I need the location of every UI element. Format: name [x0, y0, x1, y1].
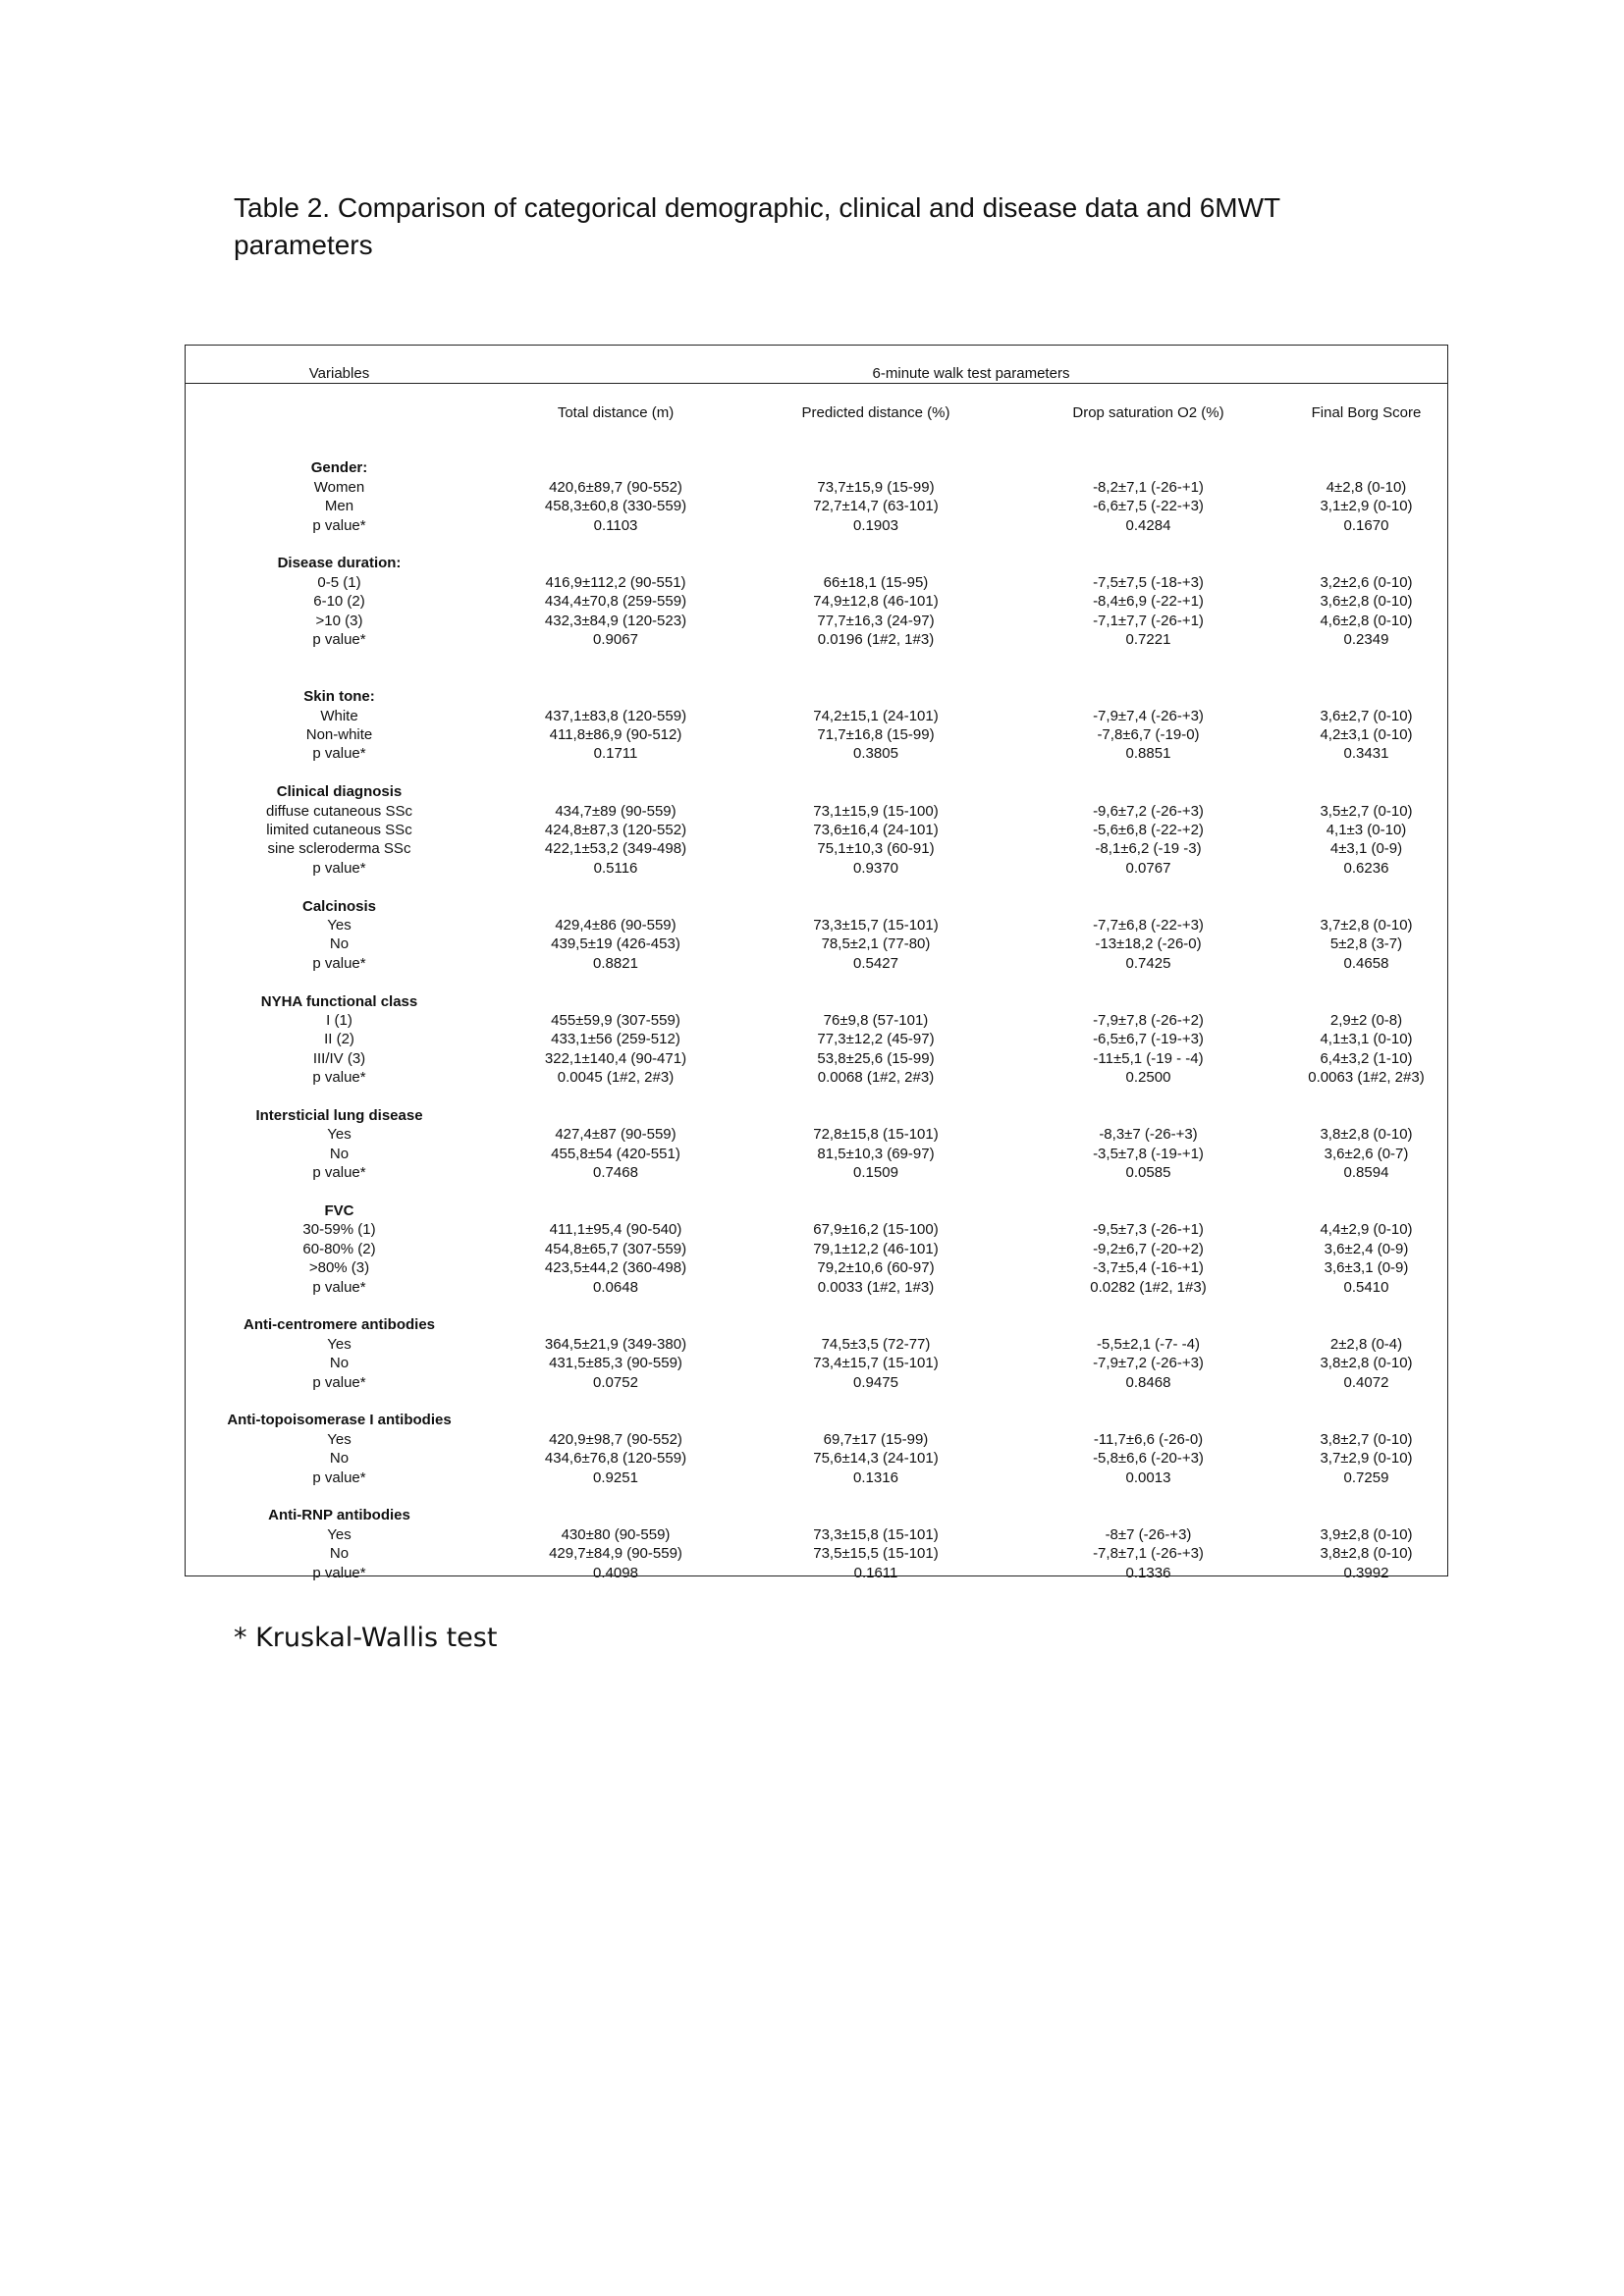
row-label: >80% (3): [308, 1259, 370, 1277]
table-cell: 4,2±3,1 (0-10): [1320, 726, 1413, 743]
table-cell: -7,5±7,5 (-18-+3): [1093, 573, 1204, 591]
table-cell: 75,1±10,3 (60-91): [817, 840, 935, 858]
table-cell: -8,1±6,2 (-19 -3): [1095, 840, 1202, 858]
table-cell: 0.1670: [1343, 516, 1389, 534]
table-cell: 0.8821: [593, 954, 638, 972]
table-cell: 439,5±19 (426-453): [551, 935, 680, 953]
table-cell: 0.3431: [1343, 745, 1389, 763]
table-cell: 0.4072: [1343, 1373, 1389, 1391]
table-cell: 0.4284: [1125, 516, 1171, 534]
table-cell: -9,2±6,7 (-20-+2): [1093, 1240, 1204, 1257]
row-label: 6-10 (2): [313, 593, 365, 611]
table-cell: -8±7 (-26-+3): [1105, 1525, 1192, 1543]
table-cell: 434,6±76,8 (120-559): [544, 1450, 687, 1468]
table-cell: 3,1±2,9 (0-10): [1320, 498, 1413, 515]
table-cell: 424,8±87,3 (120-552): [544, 822, 687, 838]
table-cell: -5,8±6,6 (-20-+3): [1093, 1450, 1204, 1468]
table-cell: 4,4±2,9 (0-10): [1320, 1221, 1413, 1239]
group-title: NYHA functional class: [260, 992, 418, 1010]
table-cell: 0.0196 (1#2, 1#3): [817, 631, 935, 648]
row-label: Yes: [327, 917, 352, 934]
table-cell: 0.7259: [1343, 1468, 1389, 1486]
table-cell: 0.9475: [853, 1373, 898, 1391]
table-cell: 74,5±3,5 (72-77): [821, 1335, 931, 1353]
table-cell: 2±2,8 (0-4): [1329, 1335, 1403, 1353]
table-cell: 0.5410: [1343, 1278, 1389, 1296]
row-label: p value*: [312, 1564, 366, 1581]
table-cell: 78,5±2,1 (77-80): [821, 935, 931, 953]
row-label: p value*: [312, 1373, 366, 1391]
table-cell: 0.0068 (1#2, 2#3): [817, 1069, 935, 1087]
table-cell: 66±18,1 (15-95): [823, 573, 929, 591]
table-cell: 454,8±65,7 (307-559): [544, 1240, 687, 1257]
table-cell: 0.0013: [1125, 1468, 1171, 1486]
table-cell: 72,8±15,8 (15-101): [813, 1126, 939, 1144]
table-cell: 434,7±89 (90-559): [555, 802, 677, 820]
table-cell: 74,2±15,1 (24-101): [813, 707, 939, 724]
table-cell: -7,8±7,1 (-26-+3): [1093, 1545, 1204, 1563]
table-cell: 4,1±3,1 (0-10): [1320, 1031, 1413, 1048]
table-cell: 0.0767: [1125, 859, 1171, 877]
table-cell: 2,9±2 (0-8): [1329, 1012, 1403, 1029]
table-cell: 0.2500: [1125, 1069, 1171, 1087]
table-cell: 0.8594: [1343, 1164, 1389, 1182]
table-cell: -7,7±6,8 (-22-+3): [1093, 917, 1204, 934]
table-cell: 420,6±89,7 (90-552): [549, 478, 682, 496]
table-cell: 0.0045 (1#2, 2#3): [557, 1069, 675, 1087]
table-cell: 69,7±17 (15-99): [823, 1430, 929, 1448]
table-cell: 416,9±112,2 (90-551): [545, 573, 686, 591]
table-cell: 455±59,9 (307-559): [551, 1012, 680, 1029]
table-cell: 0.0063 (1#2, 2#3): [1308, 1069, 1425, 1087]
table-cell: -11,7±6,6 (-26-0): [1093, 1430, 1204, 1448]
group-title: Skin tone:: [303, 688, 375, 706]
group-title: Calcinosis: [301, 897, 377, 915]
table-cell: 0.0648: [593, 1278, 638, 1296]
table-cell: 455,8±54 (420-551): [551, 1145, 680, 1162]
table-cell: 0.9251: [593, 1468, 638, 1486]
table-cell: 0.0282 (1#2, 1#3): [1090, 1278, 1207, 1296]
table-cell: 0.1903: [853, 516, 898, 534]
table-cell: 0.5427: [853, 954, 898, 972]
row-label: No: [329, 1545, 350, 1563]
table-cell: -6,5±6,7 (-19-+3): [1093, 1031, 1204, 1048]
table-cell: 0.8468: [1125, 1373, 1171, 1391]
table-cell: 0.9067: [593, 631, 638, 648]
table-cell: -9,6±7,2 (-26-+3): [1093, 802, 1204, 820]
table-cell: -8,2±7,1 (-26-+1): [1093, 478, 1204, 496]
table-cell: 3,8±2,8 (0-10): [1320, 1545, 1413, 1563]
table-cell: 0.3805: [853, 745, 898, 763]
table-cell: 3,5±2,7 (0-10): [1320, 802, 1413, 820]
table-cell: 0.0752: [593, 1373, 638, 1391]
table-cell: 3,7±2,8 (0-10): [1320, 917, 1413, 934]
table-cell: -7,1±7,7 (-26-+1): [1093, 612, 1204, 629]
table-cell: 0.0585: [1125, 1164, 1171, 1182]
table-cell: -7,8±6,7 (-19-0): [1097, 726, 1200, 743]
row-label: Women: [313, 478, 365, 496]
table-cell: 3,6±2,7 (0-10): [1320, 707, 1413, 724]
row-label: Yes: [327, 1525, 352, 1543]
table-cell: 77,3±12,2 (45-97): [817, 1031, 935, 1048]
group-title: Anti-topoisomerase I antibodies: [227, 1412, 452, 1429]
row-label: p value*: [312, 859, 366, 877]
row-label: p value*: [312, 954, 366, 972]
table-cell: 0.7425: [1125, 954, 1171, 972]
table-cell: 74,9±12,8 (46-101): [813, 593, 939, 611]
table-cell: 3,8±2,8 (0-10): [1320, 1355, 1413, 1372]
table-cell: 4,6±2,8 (0-10): [1320, 612, 1413, 629]
row-label: p value*: [312, 1468, 366, 1486]
group-title: Anti-RNP antibodies: [268, 1507, 410, 1524]
table-cell: -7,9±7,8 (-26-+2): [1093, 1012, 1204, 1029]
row-label: Yes: [327, 1126, 352, 1144]
row-label: White: [320, 707, 358, 724]
group-title: Disease duration:: [277, 555, 402, 572]
table-cell: 0.7468: [593, 1164, 638, 1182]
table-cell: 0.4098: [593, 1564, 638, 1581]
column-header-drop-saturation: Drop saturation O2 (%): [1072, 404, 1224, 421]
table-cell: 322,1±140,4 (90-471): [544, 1049, 687, 1067]
row-label: Yes: [327, 1430, 352, 1448]
table-cell: 73,5±15,5 (15-101): [813, 1545, 939, 1563]
table-cell: 0.1611: [853, 1564, 898, 1581]
row-label: No: [329, 935, 350, 953]
header-divider: [186, 383, 1447, 384]
table-cell: 76±9,8 (57-101): [823, 1012, 929, 1029]
row-label: Men: [324, 498, 354, 515]
table-cell: 0.1316: [853, 1468, 898, 1486]
table-cell: 6,4±3,2 (1-10): [1320, 1049, 1413, 1067]
column-header-predicted-distance: Predicted distance (%): [801, 404, 950, 421]
table-cell: 3,6±2,6 (0-7): [1324, 1145, 1409, 1162]
table-cell: 434,4±70,8 (259-559): [544, 593, 687, 611]
group-title: Gender:: [310, 459, 368, 477]
row-label: No: [329, 1355, 350, 1372]
row-label: p value*: [312, 745, 366, 763]
table-cell: 420,9±98,7 (90-552): [549, 1430, 682, 1448]
row-label: p value*: [312, 1069, 366, 1087]
table-cell: 75,6±14,3 (24-101): [813, 1450, 939, 1468]
table-cell: 4±3,1 (0-9): [1329, 840, 1403, 858]
table-cell: 4±2,8 (0-10): [1326, 478, 1407, 496]
table-cell: 73,4±15,7 (15-101): [813, 1355, 939, 1372]
row-label: I (1): [326, 1012, 352, 1029]
table-cell: 0.5116: [593, 859, 638, 877]
table-cell: 73,3±15,7 (15-101): [813, 917, 939, 934]
row-label: No: [329, 1450, 350, 1468]
row-label: diffuse cutaneous SSc: [266, 802, 412, 820]
table-cell: 79,1±12,2 (46-101): [813, 1240, 939, 1257]
group-title: Clinical diagnosis: [276, 783, 403, 801]
table-cell: -5,6±6,8 (-22-+2): [1093, 822, 1204, 838]
table-cell: 422,1±53,2 (349-498): [544, 840, 687, 858]
footnote: * Kruskal-Wallis test: [234, 1623, 498, 1653]
table-cell: 458,3±60,8 (330-559): [544, 498, 687, 515]
table-cell: 411,1±95,4 (90-540): [549, 1221, 682, 1239]
table-cell: 0.1509: [853, 1164, 898, 1182]
table-cell: 3,8±2,8 (0-10): [1320, 1126, 1413, 1144]
table-cell: 431,5±85,3 (90-559): [549, 1355, 682, 1372]
table-caption: Table 2. Comparison of categorical demographic, clinical and disease data and 6MWT parameters: [234, 192, 1280, 260]
table-cell: 3,9±2,8 (0-10): [1320, 1525, 1413, 1543]
table-cell: 3,6±3,1 (0-9): [1324, 1259, 1409, 1277]
row-label: limited cutaneous SSc: [266, 822, 412, 838]
table-cell: 0.3992: [1343, 1564, 1389, 1581]
table-cell: 3,6±2,8 (0-10): [1320, 593, 1413, 611]
table-cell: 0.0033 (1#2, 1#3): [817, 1278, 935, 1296]
table-cell: 0.1103: [593, 516, 638, 534]
row-label: 30-59% (1): [302, 1221, 376, 1239]
row-label: p value*: [312, 1278, 366, 1296]
row-label: No: [329, 1145, 350, 1162]
table-cell: 0.8851: [1125, 745, 1171, 763]
table-cell: 81,5±10,3 (69-97): [817, 1145, 935, 1162]
table-cell: -8,3±7 (-26-+3): [1099, 1126, 1198, 1144]
group-title: Intersticial lung disease: [255, 1107, 423, 1124]
group-header: 6-minute walk test parameters: [872, 365, 1070, 382]
table-cell: -3,7±5,4 (-16-+1): [1093, 1259, 1204, 1277]
table-cell: 73,7±15,9 (15-99): [817, 478, 935, 496]
table-cell: 79,2±10,6 (60-97): [817, 1259, 935, 1277]
table-cell: 3,8±2,7 (0-10): [1320, 1430, 1413, 1448]
group-title: FVC: [324, 1202, 354, 1219]
table-cell: 0.2349: [1343, 631, 1389, 648]
table-cell: -13±18,2 (-26-0): [1095, 935, 1202, 953]
row-label: 0-5 (1): [317, 573, 361, 591]
column-header-borg-score: Final Borg Score: [1311, 404, 1422, 421]
table-cell: 0.7221: [1125, 631, 1171, 648]
table-cell: -9,5±7,3 (-26-+1): [1093, 1221, 1204, 1239]
table-cell: 73,3±15,8 (15-101): [813, 1525, 939, 1543]
row-label: p value*: [312, 631, 366, 648]
row-label: II (2): [324, 1031, 354, 1048]
table-cell: 71,7±16,8 (15-99): [817, 726, 935, 743]
table-cell: 73,1±15,9 (15-100): [813, 802, 939, 820]
table-cell: -7,9±7,4 (-26-+3): [1093, 707, 1204, 724]
results-table: [185, 345, 1448, 1581]
variables-header: Variables: [308, 365, 370, 382]
table-cell: 0.6236: [1343, 859, 1389, 877]
row-label: 60-80% (2): [302, 1240, 376, 1257]
table-cell: 423,5±44,2 (360-498): [544, 1259, 687, 1277]
column-header-total-distance: Total distance (m): [557, 404, 675, 421]
table-cell: 430±80 (90-559): [561, 1525, 671, 1543]
table-cell: 0.9370: [853, 859, 898, 877]
table-cell: 429,7±84,9 (90-559): [549, 1545, 682, 1563]
table-cell: 3,6±2,4 (0-9): [1324, 1240, 1409, 1257]
table-cell: 0.1711: [593, 745, 638, 763]
table-cell: 429,4±86 (90-559): [555, 917, 677, 934]
table-cell: 364,5±21,9 (349-380): [544, 1335, 687, 1353]
row-label: p value*: [312, 1164, 366, 1182]
row-label: >10 (3): [315, 612, 363, 629]
table-cell: -5,5±2,1 (-7- -4): [1097, 1335, 1200, 1353]
table-cell: 5±2,8 (3-7): [1329, 935, 1403, 953]
table-cell: 3,7±2,9 (0-10): [1320, 1450, 1413, 1468]
row-label: sine scleroderma SSc: [267, 840, 411, 858]
table-cell: -7,9±7,2 (-26-+3): [1093, 1355, 1204, 1372]
table-cell: -11±5,1 (-19 - -4): [1093, 1049, 1204, 1067]
table-cell: -8,4±6,9 (-22-+1): [1093, 593, 1204, 611]
table-cell: 53,8±25,6 (15-99): [817, 1049, 935, 1067]
table-cell: 67,9±16,2 (15-100): [813, 1221, 939, 1239]
table-cell: 432,3±84,9 (120-523): [544, 612, 687, 629]
table-cell: 437,1±83,8 (120-559): [544, 707, 687, 724]
table-cell: 3,2±2,6 (0-10): [1320, 573, 1413, 591]
row-label: Yes: [327, 1335, 352, 1353]
group-title: Anti-centromere antibodies: [243, 1316, 436, 1334]
table-cell: 73,6±16,4 (24-101): [813, 822, 939, 838]
table-cell: 72,7±14,7 (63-101): [813, 498, 939, 515]
table-cell: 4,1±3 (0-10): [1326, 822, 1407, 838]
row-label: Non-white: [305, 726, 373, 743]
table-cell: -3,5±7,8 (-19-+1): [1093, 1145, 1204, 1162]
table-cell: 77,7±16,3 (24-97): [817, 612, 935, 629]
table-cell: 427,4±87 (90-559): [555, 1126, 677, 1144]
row-label: p value*: [312, 516, 366, 534]
table-cell: 411,8±86,9 (90-512): [549, 726, 682, 743]
table-cell: 0.1336: [1125, 1564, 1171, 1581]
table-cell: 0.4658: [1343, 954, 1389, 972]
table-cell: 433,1±56 (259-512): [551, 1031, 680, 1048]
row-label: III/IV (3): [312, 1049, 366, 1067]
table-cell: -6,6±7,5 (-22-+3): [1093, 498, 1204, 515]
